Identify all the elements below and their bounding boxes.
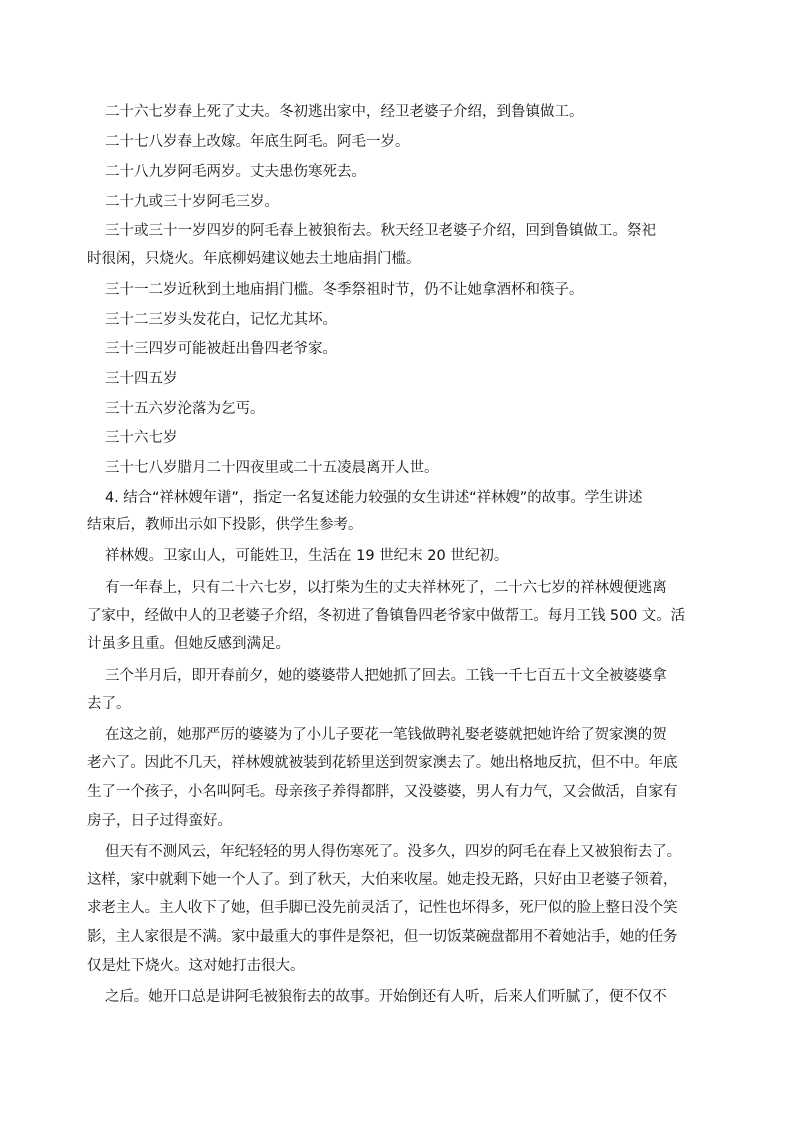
- story-line: 房子，日子过得蛮好。: [87, 813, 232, 829]
- chronology-line: 三十四五岁: [105, 371, 178, 387]
- story-line: 这样，家中就剩下她一个人了。到了秋天，大伯来收屋。她走投无路，只好由卫老婆子领着，: [87, 872, 678, 888]
- story-line: 求老主人。主人收下了她，但手脚已没先前灵活了，记性也坏得多，死尸似的脸上整日没个笑: [87, 900, 678, 916]
- chronology-line: 三十一二岁近秋到土地庙捐门槛。冬季祭祖时节，仍不让她拿酒杯和筷子。: [105, 282, 584, 298]
- story-line: 祥林嫂。卫家山人，可能姓卫，生活在 19 世纪末 20 世纪初。: [105, 548, 509, 564]
- story-line: 老六了。因此不几天，祥林嫂就被装到花轿里送到贺家澳去了。她出格地反抗，但不中。年底: [87, 755, 678, 771]
- chronology-line: 三十三四岁可能被赶出鲁四老爷家。: [105, 341, 337, 357]
- chronology-line: 三十七八岁腊月二十四夜里或二十五凌晨离开人世。: [105, 460, 439, 476]
- story-line: 之后。她开口总是讲阿毛被狼衔去的故事。开始倒还有人听，后来人们听腻了，便不仅不: [105, 989, 667, 1005]
- instruction-line: 4. 结合“祥林嫂年谱”，指定一名复述能力较强的女生讲述“祥林嫂”的故事。学生讲述: [105, 490, 643, 506]
- story-line: 计虽多且重。但她反感到满足。: [87, 636, 290, 652]
- chronology-line: 三十六七岁: [105, 430, 178, 446]
- story-line: 生了一个孩子，小名叫阿毛。母亲孩子养得都胖，又没婆婆，男人有力气，又会做活，自家有: [87, 784, 678, 800]
- instruction-line: 结束后，教师出示如下投影，供学生参考。: [87, 517, 363, 533]
- chronology-line: 三十或三十一岁四岁的阿毛春上被狼衔去。秋天经卫老婆子介绍，回到鲁镇做工。祭祀: [105, 223, 656, 239]
- chronology-line: 二十七八岁春上改嫁。年底生阿毛。阿毛一岁。: [105, 134, 410, 150]
- story-line: 有一年春上，只有二十六七岁，以打柴为生的丈夫祥林死了，二十六七岁的祥林嫂便逃离: [105, 580, 667, 596]
- story-line: 了家中，经做中人的卫老婆子介绍，冬初进了鲁镇鲁四老爷家中做帮工。每月工钱 500 文。活: [87, 608, 685, 624]
- chronology-line: 时很闲，只烧火。年底柳妈建议她去土地庙捐门槛。: [87, 251, 421, 267]
- story-line: 但天有不测风云，年纪轻轻的男人得伤寒死了。没多久，四岁的阿毛在春上又被狼衔去了。: [105, 844, 681, 860]
- chronology-line: 二十八九岁阿毛两岁。丈夫患伤寒死去。: [105, 164, 366, 180]
- chronology-line: 二十九或三十岁阿毛三岁。: [105, 194, 279, 210]
- chronology-line: 二十六七岁春上死了丈夫。冬初逃出家中，经卫老婆子介绍，到鲁镇做工。: [105, 104, 584, 120]
- story-line: 在这之前，她那严厉的婆婆为了小儿子要花一笔钱做聘礼娶老婆就把她许给了贺家澳的贺: [105, 727, 667, 743]
- story-line: 三个半月后，即开春前夕，她的婆婆带人把她抓了回去。工钱一千七百五十文全被婆婆拿: [105, 668, 667, 684]
- story-line: 影，主人家很是不满。家中最重大的事件是祭祀，但一切饭菜碗盘都用不着她沾手，她的任务: [87, 929, 678, 945]
- story-line: 去了。: [87, 696, 131, 712]
- chronology-line: 三十二三岁头发花白，记忆尤其坏。: [105, 312, 337, 328]
- chronology-line: 三十五六岁沦落为乞丐。: [105, 401, 265, 417]
- story-line: 仅是灶下烧火。这对她打击很大。: [87, 958, 305, 974]
